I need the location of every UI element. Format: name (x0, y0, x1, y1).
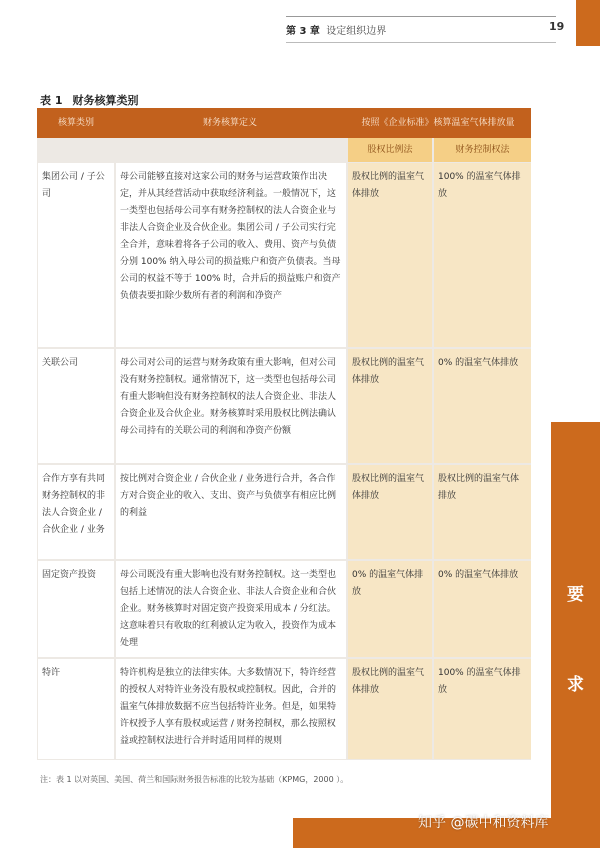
corner-accent (576, 0, 600, 46)
row3-equity: 股权比例的温室气体排放 (348, 465, 432, 559)
section-tab-char-2: 求 (567, 675, 584, 695)
row3-category: 合作方享有共同财务控制权的非法人合资企业 / 合伙企业 / 业务 (38, 465, 114, 559)
row1-category: 集团公司 / 子公司 (38, 163, 114, 347)
table-footnote: 注：表 1 以对英国、美国、荷兰和国际财务报告标准的比较为基础（KPMG，2000 ）。 (40, 775, 349, 784)
table-title (40, 92, 138, 108)
row1-equity: 股权比例的温室气体排放 (348, 163, 432, 347)
header-emissions: 按照《企业标准》核算温室气体排放量 (361, 118, 515, 128)
table-number: 表 1 (40, 94, 63, 107)
row3-control: 股权比例的温室气体排放 (434, 465, 531, 559)
row2-category: 关联公司 (38, 349, 114, 463)
header-definition: 财务核算定义 (202, 118, 257, 128)
row4-control: 0% 的温室气体排放 (434, 561, 531, 657)
chapter-label: 第 3 章 (286, 26, 320, 37)
subheader-equity: 股权比例法 (348, 138, 432, 162)
row4-category: 固定资产投资 (38, 561, 114, 657)
row5-category: 特许 (38, 659, 114, 759)
section-tab (551, 422, 600, 818)
section-tab-char-1: 要 (567, 585, 584, 605)
row5-control: 100% 的温室气体排放 (434, 659, 531, 759)
chapter-title: 设定组织边界 (326, 26, 387, 37)
row5-equity: 股权比例的温室气体排放 (348, 659, 432, 759)
watermark: 知乎 @碳中和资料库 (418, 815, 549, 831)
subheader-control: 财务控制权法 (434, 138, 531, 162)
row2-definition: 母公司对公司的运营与财务政策有重大影响，但对公司没有财务控制权。通常情况下，这一类型也包括母公司有重大影响但没有财务控制权的法人合资企业、非法人合资企业及合伙企业。财务核算时采用股权比例法确认母公司持有的关联公司的利润和净资产份额 (116, 349, 346, 463)
table-title-text: 财务核算类别 (72, 94, 139, 107)
row5-definition: 特许机构是独立的法律实体。大多数情况下，特许经营的授权人对特许业务没有股权或控制权。因此，合并的温室气体排放数据不应当包括特许业务。但是，如果特许权授予人享有股权或运营 / 财务控制权，那么按照权益或控制权法进行合并时适用同样的规则 (116, 659, 346, 759)
chapter-heading (286, 22, 386, 37)
page-number: 19 (549, 20, 565, 33)
row4-definition: 母公司既没有重大影响也没有财务控制权。这一类型也包括上述情况的法人合资企业、非法人合资企业和合伙企业。财务核算时对固定资产投资采用成本 / 分红法。这意味着只有收取的红利被认定为收入，投资作为成本处理 (116, 561, 346, 657)
row1-control: 100% 的温室气体排放 (434, 163, 531, 347)
row2-control: 0% 的温室气体排放 (434, 349, 531, 463)
row4-equity: 0% 的温室气体排放 (348, 561, 432, 657)
header-rule-bottom (286, 42, 556, 43)
header-category: 核算类别 (57, 118, 94, 128)
header-rule-top (286, 16, 556, 17)
row2-equity: 股权比例的温室气体排放 (348, 349, 432, 463)
row1-definition: 母公司能够直接对这家公司的财务与运营政策作出决定，并从其经营活动中获取经济利益。一般情况下，这一类型也包括母公司享有财务控制权的法人合资企业与非法人合资企业及合伙企业。集团公司 / 子公司实行完全合并，意味着将各子公司的收入、费用、资产与负债分别 100% 纳入母公司的损益账户和资产负债表。当母公司的权益不等于 100% 时，合并后的损益账户和资产负债表要扣除少数所有者的利润和净资产 (116, 163, 346, 347)
row3-definition: 按比例对合资企业 / 合伙企业 / 业务进行合并，各合作方对合资企业的收入、支出、资产与负债享有相应比例的利益 (116, 465, 346, 559)
